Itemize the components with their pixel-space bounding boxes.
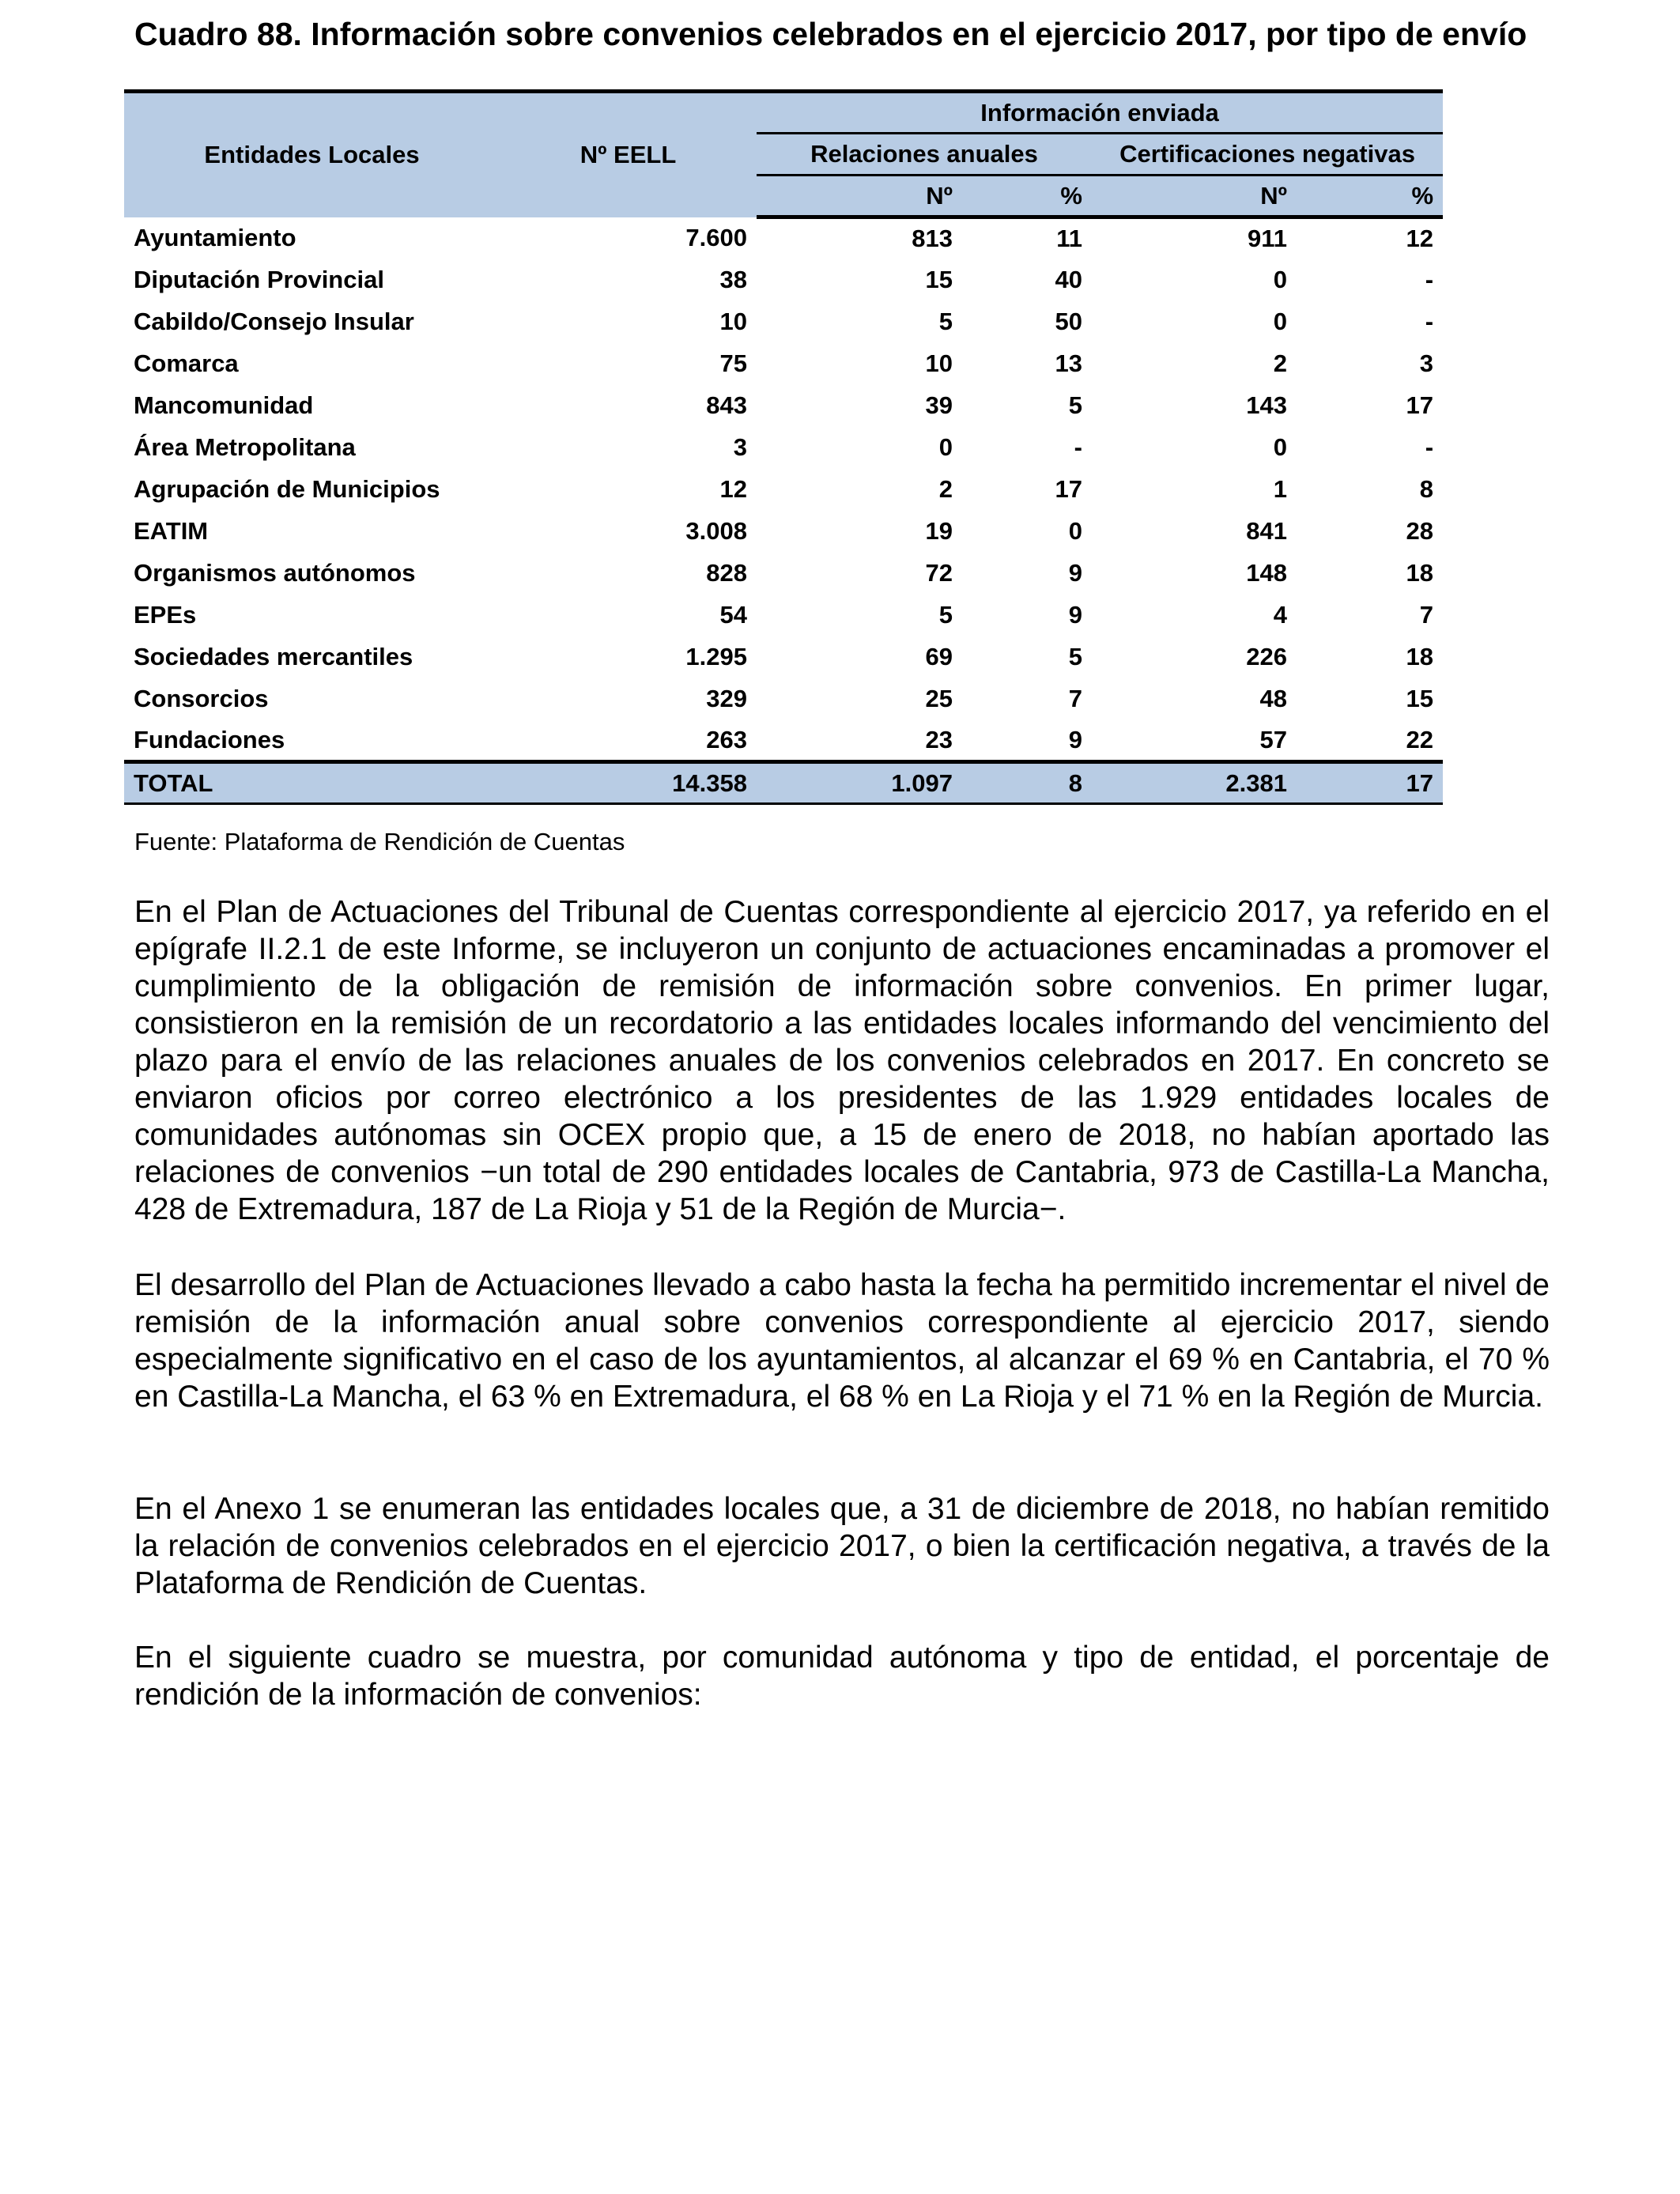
table-row [124, 217, 1443, 259]
row-rel-pct: 40 [1055, 266, 1082, 293]
row-rel-pct: 13 [1055, 349, 1082, 377]
table-source: Fuente: Plataforma de Rendición de Cuentas [134, 828, 625, 855]
row-rel-n: 19 [925, 517, 953, 545]
table-row [124, 259, 1443, 301]
row-name: EATIM [134, 517, 209, 545]
paragraph-anexo: En el Anexo 1 se enumeran las entidades locales que, a 31 de diciembre de 2018, no habían remitido la relación de convenios celebrados en el ejercicio 2017, o bien la certificación negativa, a través de la Plataforma de Rendición de Cuentas. [134, 1492, 1550, 1600]
table-row [124, 469, 1443, 511]
table-row [124, 636, 1443, 678]
row-name: Consorcios [134, 685, 269, 712]
row-name: Comarca [134, 349, 239, 377]
row-rel-pct: 17 [1055, 475, 1082, 503]
total-label: TOTAL [124, 762, 500, 804]
row-cert-pct: 8 [1419, 475, 1434, 503]
row-eell: 54 [719, 601, 747, 629]
row-name: Diputación Provincial [134, 266, 384, 293]
row-rel-n: 10 [925, 349, 953, 377]
row-eell: 1.295 [685, 643, 747, 670]
row-rel-pct: 9 [1068, 725, 1082, 753]
total-cert-pct: 17 [1297, 762, 1443, 804]
row-name: EPEs [134, 601, 197, 629]
row-rel-pct: 5 [1068, 643, 1082, 670]
convenios-table [124, 89, 1443, 805]
table-row [124, 301, 1443, 343]
row-rel-n: 23 [925, 725, 953, 753]
row-cert-pct: 28 [1406, 517, 1434, 545]
row-name: Fundaciones [134, 725, 285, 753]
header-cert-pct: % [1297, 176, 1443, 217]
row-rel-n: 69 [925, 643, 953, 670]
row-cert-pct: 22 [1406, 725, 1434, 753]
row-cert-n: 911 [1247, 225, 1287, 253]
row-cert-pct: 18 [1406, 559, 1434, 587]
row-rel-pct: 5 [1068, 391, 1082, 419]
row-name: Cabildo/Consejo Insular [134, 308, 414, 335]
table-title: Cuadro 88. Información sobre convenios celebrados en el ejercicio 2017, por tipo de envío [134, 16, 1527, 52]
table-body [124, 217, 1443, 762]
row-cert-n: 2 [1273, 349, 1287, 377]
header-entidades: Entidades Locales [124, 92, 500, 217]
row-cert-n: 148 [1246, 559, 1287, 587]
total-cert-n: 2.381 [1092, 762, 1297, 804]
row-rel-n: 0 [938, 433, 953, 461]
row-rel-n: 72 [925, 559, 953, 587]
header-certificaciones: Certificaciones negativas [1092, 134, 1443, 176]
header-info-enviada: Información enviada [757, 92, 1443, 134]
total-rel-n: 1.097 [757, 762, 962, 804]
row-cert-pct: - [1425, 433, 1434, 461]
row-eell: 7.600 [685, 224, 747, 251]
row-name: Mancomunidad [134, 391, 314, 419]
row-rel-n: 39 [925, 391, 953, 419]
row-cert-n: 0 [1273, 308, 1287, 335]
row-cert-n: 4 [1273, 601, 1287, 629]
row-name: Organismos autónomos [134, 559, 416, 587]
row-name: Área Metropolitana [134, 433, 356, 461]
row-cert-pct: 12 [1406, 225, 1434, 253]
row-cert-pct: - [1425, 266, 1434, 293]
row-cert-n: 143 [1246, 391, 1287, 419]
row-eell: 3 [733, 433, 747, 461]
row-rel-pct: - [1074, 433, 1082, 461]
row-cert-pct: 7 [1419, 601, 1434, 629]
row-eell: 12 [719, 475, 747, 503]
row-cert-pct: 15 [1406, 685, 1434, 712]
row-name: Ayuntamiento [134, 224, 296, 251]
table-row [124, 385, 1443, 427]
row-cert-pct: 18 [1406, 643, 1434, 670]
row-eell: 3.008 [685, 517, 747, 545]
table-row [124, 343, 1443, 385]
row-rel-pct: 9 [1068, 559, 1082, 587]
row-eell: 329 [706, 685, 747, 712]
row-eell: 828 [706, 559, 747, 587]
row-name: Sociedades mercantiles [134, 643, 413, 670]
row-rel-n: 25 [925, 685, 953, 712]
row-cert-pct: 3 [1419, 349, 1434, 377]
row-cert-pct: - [1425, 308, 1434, 335]
row-rel-pct: 9 [1068, 601, 1082, 629]
row-rel-n: 5 [938, 308, 953, 335]
total-row [124, 762, 1443, 804]
paragraph-siguiente-cuadro: En el siguiente cuadro se muestra, por comunidad autónoma y tipo de entidad, el porcentaje de rendición de la información de convenios: [134, 1641, 1550, 1712]
total-rel-pct: 8 [962, 762, 1092, 804]
row-eell: 843 [706, 391, 747, 419]
row-name: Agrupación de Municipios [134, 475, 440, 503]
row-rel-pct: 11 [1056, 225, 1082, 253]
table-row [124, 595, 1443, 636]
convenios-table-container [124, 89, 1443, 805]
row-cert-n: 48 [1259, 685, 1287, 712]
table-row [124, 553, 1443, 595]
header-relaciones: Relaciones anuales [757, 134, 1092, 176]
row-rel-n: 813 [912, 225, 953, 253]
row-cert-n: 57 [1259, 725, 1287, 753]
total-eell: 14.358 [500, 762, 757, 804]
row-cert-n: 841 [1246, 517, 1287, 545]
row-cert-n: 0 [1273, 266, 1287, 293]
header-rel-n: Nº [757, 176, 962, 217]
header-cert-n: Nº [1092, 176, 1297, 217]
table-row [124, 678, 1443, 720]
row-rel-pct: 50 [1055, 308, 1082, 335]
row-cert-n: 0 [1273, 433, 1287, 461]
row-cert-n: 226 [1246, 643, 1287, 670]
row-rel-pct: 7 [1068, 685, 1082, 712]
paragraph-plan-actuaciones: En el Plan de Actuaciones del Tribunal de Cuentas correspondiente al ejercicio 2017, ya referido en el epígrafe II.2.1 de este Informe, se incluyeron un conjunto de actuaciones encaminadas a promover el cumplimiento de la obligación de remisión de información sobre convenios. En primer lugar, consistieron en la remisión de un recordatorio a las entidades locales informando del vencimiento del plazo para el envío de las relaciones anuales de los convenios celebrados en 2017. En concreto se enviaron oficios por correo electrónico a los presidentes de las 1.929 entidades locales de comunidades autónomas sin OCEX propio que, a 15 de enero de 2018, no habían aportado las relaciones de convenios −un total de 290 entidades locales de Cantabria, 973 de Castilla-La Mancha, 428 de Extremadura, 187 de La Rioja y 51 de la Región de Murcia−. [134, 895, 1550, 1226]
table-row [124, 511, 1443, 553]
table-row [124, 720, 1443, 762]
row-rel-n: 15 [925, 266, 953, 293]
table-row [124, 427, 1443, 469]
row-rel-n: 5 [938, 601, 953, 629]
paragraph-desarrollo-plan: El desarrollo del Plan de Actuaciones llevado a cabo hasta la fecha ha permitido incrementar el nivel de remisión de la información anual sobre convenios correspondiente al ejercicio 2017, siendo especialmente significativo en el caso de los ayuntamientos, al alcanzar el 69 % en Cantabria, el 70 % en Castilla-La Mancha, el 63 % en Extremadura, el 68 % en La Rioja y el 71 % en la Región de Murcia. [134, 1268, 1550, 1414]
header-n-eell: Nº EELL [500, 92, 757, 217]
row-eell: 38 [719, 266, 747, 293]
row-cert-n: 1 [1273, 475, 1287, 503]
row-rel-pct: 0 [1068, 517, 1082, 545]
row-eell: 75 [719, 349, 747, 377]
row-cert-pct: 17 [1406, 391, 1434, 419]
row-eell: 10 [719, 308, 747, 335]
row-eell: 263 [706, 725, 747, 753]
row-rel-n: 2 [938, 475, 953, 503]
header-rel-pct: % [962, 176, 1092, 217]
